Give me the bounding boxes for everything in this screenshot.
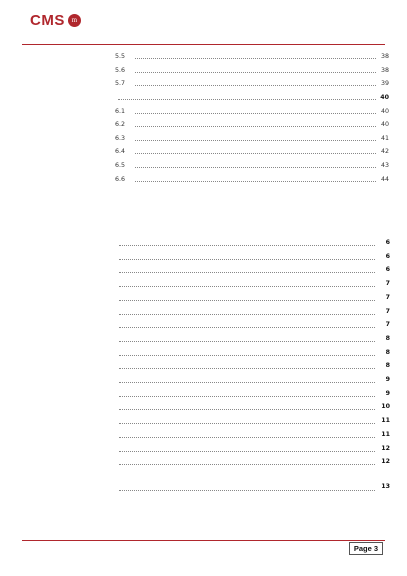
toc-entry[interactable] bbox=[115, 132, 389, 146]
toc-leader-dots bbox=[118, 99, 376, 100]
toc-entry-number: 6.4 bbox=[115, 148, 126, 156]
toc-entry-number: 5.6 bbox=[115, 66, 126, 74]
toc-entry-page: 40 bbox=[380, 94, 389, 102]
figure-entry-page: 13 bbox=[381, 483, 390, 491]
figure-leader-dots bbox=[119, 437, 375, 438]
figure-leader-dots bbox=[119, 286, 375, 287]
company-logo bbox=[30, 12, 84, 29]
toc-entry-page: 39 bbox=[380, 80, 389, 88]
footer-divider bbox=[22, 540, 385, 541]
toc-leader-dots bbox=[135, 140, 376, 141]
figure-entry-page: 6 bbox=[385, 252, 390, 260]
figure-leader-dots bbox=[119, 259, 375, 260]
figure-entry[interactable] bbox=[116, 318, 390, 332]
figure-leader-dots bbox=[119, 490, 375, 491]
toc-entry-page: 44 bbox=[380, 175, 389, 183]
figure-entry[interactable] bbox=[116, 250, 390, 264]
toc-entry[interactable] bbox=[115, 104, 389, 118]
figure-leader-dots bbox=[119, 355, 375, 356]
toc-leader-dots bbox=[135, 72, 376, 73]
figure-entry[interactable] bbox=[116, 305, 390, 319]
figure-entry-page: 11 bbox=[381, 417, 390, 425]
page-header bbox=[0, 0, 407, 46]
figure-leader-dots bbox=[119, 382, 375, 383]
toc-leader-dots bbox=[135, 153, 376, 154]
toc-entry-page: 38 bbox=[380, 66, 389, 74]
figure-entry-page: 8 bbox=[385, 362, 390, 370]
toc-entry-number: 6.5 bbox=[115, 162, 126, 170]
logo-mark-icon: m bbox=[68, 14, 81, 27]
figure-entry-page: 12 bbox=[381, 458, 390, 466]
figure-entry-page: 7 bbox=[385, 293, 390, 301]
figure-entry-page: 6 bbox=[385, 239, 390, 246]
figure-entry-page: 8 bbox=[385, 348, 390, 356]
toc-leader-dots bbox=[135, 126, 376, 127]
figure-leader-dots bbox=[119, 245, 375, 246]
figure-entry[interactable] bbox=[116, 263, 390, 277]
toc-entry-number: 5.7 bbox=[115, 80, 126, 88]
figure-entry-page: 8 bbox=[385, 334, 390, 342]
figure-entry[interactable] bbox=[116, 455, 390, 469]
figure-entry[interactable] bbox=[116, 277, 390, 291]
toc-entry[interactable] bbox=[115, 50, 389, 64]
toc-entry-number: 6.1 bbox=[115, 107, 126, 115]
figure-entry[interactable] bbox=[116, 332, 390, 346]
figure-entry-page: 10 bbox=[381, 403, 390, 411]
toc-entry[interactable] bbox=[115, 118, 389, 132]
figure-entry[interactable] bbox=[116, 442, 390, 456]
toc-entry-number: 6.6 bbox=[115, 175, 126, 183]
figure-entry-page: 7 bbox=[385, 280, 390, 288]
toc-entry-number: 6.2 bbox=[115, 121, 126, 129]
toc-leader-dots bbox=[135, 167, 376, 168]
toc-entry[interactable] bbox=[115, 64, 389, 78]
toc-entry[interactable] bbox=[115, 91, 389, 105]
toc-entry-page: 42 bbox=[380, 148, 389, 156]
figure-entry[interactable] bbox=[116, 469, 390, 493]
figure-entry[interactable] bbox=[116, 346, 390, 360]
figure-leader-dots bbox=[119, 423, 375, 424]
figure-leader-dots bbox=[119, 300, 375, 301]
figure-leader-dots bbox=[119, 368, 375, 369]
toc-entry-page: 38 bbox=[380, 53, 389, 61]
toc-entry[interactable] bbox=[115, 77, 389, 91]
figure-entry-page: 9 bbox=[385, 389, 390, 397]
toc-entry-page: 40 bbox=[380, 107, 389, 115]
figure-entry-page: 12 bbox=[381, 444, 390, 452]
logo-text: CMS bbox=[30, 12, 65, 29]
figure-leader-dots bbox=[119, 396, 375, 397]
toc-leader-dots bbox=[135, 58, 376, 59]
toc-leader-dots bbox=[135, 85, 376, 86]
figure-leader-dots bbox=[119, 272, 375, 273]
figure-entry[interactable] bbox=[116, 373, 390, 387]
toc-entry-page: 40 bbox=[380, 121, 389, 129]
toc-leader-dots bbox=[135, 113, 376, 114]
figure-leader-dots bbox=[119, 327, 375, 328]
table-of-contents bbox=[115, 50, 389, 186]
figure-leader-dots bbox=[119, 314, 375, 315]
figure-entry[interactable] bbox=[116, 387, 390, 401]
figure-entry[interactable] bbox=[116, 414, 390, 428]
figure-leader-dots bbox=[119, 341, 375, 342]
figure-leader-dots bbox=[119, 464, 375, 465]
toc-entry[interactable] bbox=[115, 145, 389, 159]
header-divider bbox=[22, 44, 385, 45]
page-number-badge: Page 3 bbox=[349, 542, 383, 555]
figure-leader-dots bbox=[119, 451, 375, 452]
toc-entry[interactable] bbox=[115, 172, 389, 186]
toc-entry[interactable] bbox=[115, 159, 389, 173]
figure-entry-page: 11 bbox=[381, 430, 390, 438]
toc-entry-number: 5.5 bbox=[115, 53, 126, 61]
toc-entry-number: 6.3 bbox=[115, 134, 126, 142]
figure-entry-page: 7 bbox=[385, 307, 390, 315]
figure-entry[interactable] bbox=[116, 236, 390, 250]
figure-entry-page: 7 bbox=[385, 321, 390, 329]
toc-leader-dots bbox=[135, 181, 376, 182]
figure-entry[interactable] bbox=[116, 291, 390, 305]
toc-entry-page: 43 bbox=[380, 162, 389, 170]
figure-entry-page: 6 bbox=[385, 266, 390, 274]
figure-entry[interactable] bbox=[116, 359, 390, 373]
figure-entry-page: 9 bbox=[385, 376, 390, 384]
figure-entry[interactable] bbox=[116, 428, 390, 442]
figure-list bbox=[116, 236, 390, 493]
toc-entry-page: 41 bbox=[380, 134, 389, 142]
figure-leader-dots bbox=[119, 409, 375, 410]
figure-entry[interactable] bbox=[116, 400, 390, 414]
